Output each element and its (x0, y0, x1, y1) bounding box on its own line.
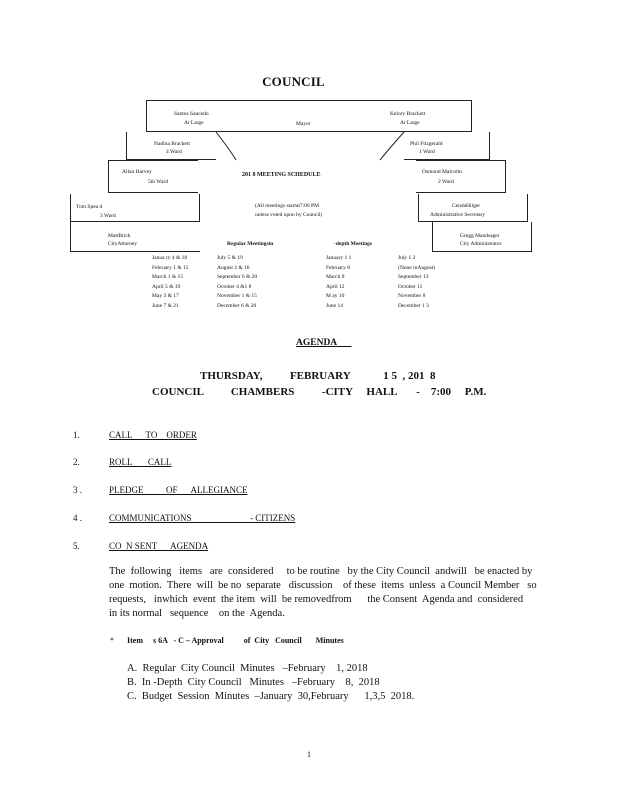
member-name: Phil Fitzgerald (410, 141, 443, 147)
schedule-date: January 1 1 (326, 255, 352, 261)
meeting-location: COUNCIL CHAMBERS -CITY HALL - 7:00 P.M. (152, 386, 487, 398)
page-number: 1 (307, 750, 311, 759)
agenda-item-label: COMMUNICATIONS - CITIZENS (109, 513, 296, 523)
mayor-label: Mayor (296, 121, 311, 127)
agenda-item-label: CO N SENT AGENDA (109, 541, 209, 551)
page-title: COUNCIL (262, 74, 325, 89)
member-name: MattBrick (108, 233, 131, 239)
meeting-note: (All meetings startat7:00 PM (255, 203, 320, 209)
schedule-date: April 12 (326, 283, 345, 290)
schedule-col-1 (152, 254, 189, 311)
member-name: Allan Harvey (122, 169, 152, 175)
meeting-note: unless voted upon by Council) (255, 212, 323, 218)
schedule-date: October 4 &1 8 (217, 283, 252, 290)
member-role: 2 Ward (438, 179, 454, 185)
agenda-item-number: 4 . (73, 513, 82, 523)
schedule-col-4 (398, 254, 435, 311)
member-name: Osmond Malcolm (422, 169, 462, 175)
schedule-date: December 1 3 (398, 302, 429, 309)
minutes-item: B. In -Depth City Council Minutes –February 8, 2018 (127, 677, 380, 688)
schedule-date: November 1 & 15 (217, 293, 257, 299)
schedule-date: September 6 & 20 (217, 274, 258, 280)
member-name: Nadina Brackett (154, 141, 190, 147)
member-name: Tom Spea d (76, 204, 103, 210)
member-role: City Administrator (460, 241, 502, 247)
schedule-date: October 11 (398, 283, 423, 290)
schedule-date: November 8 (398, 293, 426, 299)
member-role: 5th Ward (148, 179, 169, 185)
indepth-meetings-label: -depth Meetings (334, 241, 373, 247)
schedule-date: M ay 10 (326, 293, 345, 299)
schedule-col-2 (217, 254, 257, 311)
member-role: CityAttorney (108, 241, 138, 247)
member-name: Gregg Mandsager (460, 233, 500, 239)
schedule-date: July 1 2 (398, 255, 416, 261)
agenda-item-number: 1. (73, 430, 80, 440)
member-role: Administrative Secretary (430, 212, 486, 218)
schedule-date: September 13 (398, 274, 429, 280)
schedule-date: (None inAugust) (398, 264, 436, 271)
meeting-date: THURSDAY, FEBRUARY 1 5 , 201 8 (200, 370, 436, 382)
agenda-item-label: CALL TO ORDER (109, 430, 197, 440)
member-role: 4 Ward (166, 149, 182, 155)
schedule-date: April 5 & 19 (152, 283, 181, 290)
member-name: CendaHilger (452, 203, 481, 209)
agenda-item-label: ROLL CALL (109, 457, 172, 467)
schedule-heading: 201 8 MEETING SCHEDULE (242, 172, 321, 178)
schedule-date: March 8 (326, 274, 345, 280)
member-role: At Large (184, 120, 204, 126)
agenda-item-number: 3 . (73, 485, 82, 495)
regular-meetings-label: Regular Meetingsin (227, 241, 274, 247)
consent-items-label: Item s 6A - C – Approval of City Council Minutes (127, 636, 344, 645)
schedule-date: August 2 & 16 (217, 264, 250, 271)
schedule-col-3 (326, 254, 351, 311)
agenda-item-label: PLEDGE OF ALLEGIANCE (109, 485, 248, 495)
minutes-item: A. Regular City Council Minutes –February 1, 2018 (127, 663, 368, 674)
schedule-date: December 6 & 20 (217, 302, 257, 309)
member-name: Santos Saucedo (174, 111, 209, 117)
bullet-marker: * (110, 636, 114, 645)
agenda-heading: AGENDA (296, 338, 338, 348)
org-connector-lines (0, 0, 618, 260)
minutes-item: C. Budget Session Minutes –January 30,February 1,3,5 2018. (127, 691, 415, 702)
member-name: Kelory Brackett (390, 111, 426, 117)
schedule-date: Janua ry 4 & 18 (152, 255, 188, 261)
agenda-item-number: 2. (73, 457, 80, 467)
agenda-item-number: 5. (73, 541, 80, 551)
member-role: At Large (400, 120, 420, 126)
schedule-date: March 1 & 15 (152, 274, 184, 280)
member-role: 1 Ward (419, 149, 435, 155)
schedule-date: June 7 & 21 (152, 302, 179, 309)
member-role: 3 Ward (100, 213, 116, 219)
schedule-date: July 5 & 19 (217, 255, 243, 261)
schedule-date: February 1 & 15 (152, 264, 189, 271)
consent-agenda-description: The following items are considered to be routine by the City Council andwill be enacted by one motion. There will be no separate discussion of these items unless a Council Member so requests, inwhich event the item will be removedfrom the Consent Agenda and considered in its normal sequence on the Agenda. (109, 566, 540, 619)
schedule-date: February 8 (326, 264, 350, 271)
schedule-date: May 3 & 17 (152, 293, 179, 299)
schedule-date: June 14 (326, 302, 343, 309)
